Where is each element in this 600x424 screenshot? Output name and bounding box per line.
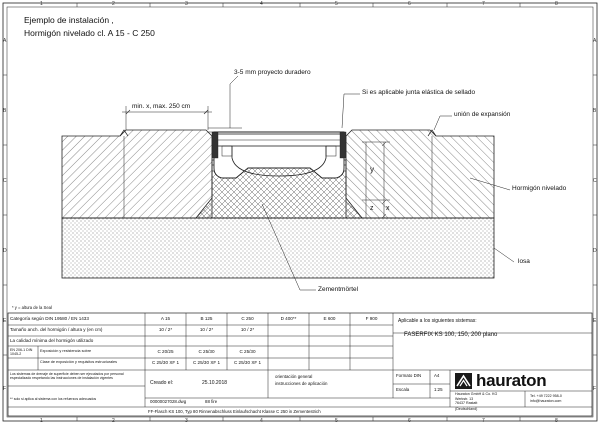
quality-a15: C 20/25 [157, 349, 174, 354]
row-label-exposure: Exposición y resistencia sobre [40, 349, 92, 353]
scale-value: 1:25 [434, 387, 443, 392]
drawing-number: 00000027028.dwg [150, 399, 187, 404]
exposure-c250: C 25/30 XF 1 [233, 360, 262, 365]
class-f900: F 900 [365, 316, 378, 321]
edge-col-6: 6 [408, 1, 411, 7]
edge-row-a: A [3, 38, 7, 44]
edge-col-2: 2 [112, 1, 115, 7]
edge-col-7-bottom: 7 [482, 418, 485, 424]
edge-col-5: 5 [335, 1, 338, 7]
class-e600: E 600 [323, 316, 336, 321]
drawing-title-line1: Ejemplo de instalación , [24, 15, 114, 25]
revision: 88 fire [205, 399, 218, 404]
quality-c250: C 25/30 [239, 349, 256, 354]
installation-note: Los sistemas de drenaje de superficie deben ser ejecutados por personal especializado respetando las instrucciones de instalación vigentes [10, 372, 124, 381]
size-b125: 10 / 2* [199, 327, 214, 332]
label-expansion-joint: unión de expansión [454, 111, 511, 118]
dim-y: y [370, 165, 374, 174]
edge-col-3-bottom: 3 [185, 418, 188, 424]
edge-col-8-bottom: 8 [555, 418, 558, 424]
edge-row-b-right: B [593, 108, 597, 114]
label-max-width: min. x, max. 250 cm [132, 103, 191, 110]
edge-row-c-right: C [593, 178, 597, 184]
exposure-b125: C 25/30 XF 1 [192, 360, 221, 365]
phone: Tel. +49 7222 958-0 [530, 394, 562, 398]
created-date: 25.10.2018 [202, 380, 228, 386]
row-label-exposure-class: Clase de exposición y requisitos estructurales [40, 360, 118, 364]
edge-row-b: B [3, 108, 7, 114]
exposure-a15: C 25/30 XF 1 [151, 360, 180, 365]
edge-col-4-bottom: 4 [260, 418, 263, 424]
label-slab: losa [518, 258, 530, 265]
edge-col-5-bottom: 5 [335, 418, 338, 424]
general-text: instrucciones de aplicación [275, 381, 328, 386]
footer-description: FF-Flasch KS 100, Typ 80 Rinnenabschluss Einlaufschacht Klasse C 250 in Zementestrich [148, 409, 321, 414]
label-cement-mortar: Zementmörtel [318, 286, 359, 293]
address-line3: 76437 Rastatt [455, 401, 478, 405]
dim-z: z [370, 205, 374, 212]
edge-row-d-right: D [593, 248, 597, 254]
edge-row-a-right: A [593, 38, 597, 44]
dim-x: x [386, 205, 390, 212]
edge-row-e: E [3, 318, 7, 324]
edge-col-4: 4 [260, 1, 263, 7]
address-line4: (Deutschland) [455, 407, 478, 411]
email: info@hauraton.com [530, 399, 562, 403]
address-line1: Hauraton GmbH & Co. KG [455, 392, 498, 396]
scale-label: Escala [396, 387, 410, 392]
edge-row-d: D [3, 248, 7, 254]
label-expansion-gap: 3-5 mm proyecto duradero [234, 69, 311, 76]
product-name: FASERFIX KS 100, 150, 200 plano [404, 332, 498, 338]
brand-name: hauraton [476, 371, 547, 390]
edge-col-6-bottom: 6 [408, 418, 411, 424]
label-levelled-concrete: Hormigón nivelado [512, 185, 567, 192]
edge-row-c: C [3, 178, 7, 184]
format-label: Formato DIN [396, 373, 422, 378]
address-line2: Werkstr. 13 [455, 396, 474, 401]
format-value: A4 [434, 373, 440, 378]
footnote-y: * y = altura de la Seal [12, 305, 52, 310]
edge-row-f: F [3, 386, 7, 392]
size-c250: 10 / 2* [240, 327, 255, 332]
quality-b125: C 25/30 [198, 349, 215, 354]
applies-to-label: Aplicable a los siguientes sistemas: [398, 318, 477, 324]
size-a15: 10 / 2* [158, 327, 173, 332]
label-elastic-joint: Si es aplicable junta elástica de sellado [362, 89, 476, 96]
class-b125: B 125 [200, 316, 213, 321]
edge-row-f-right: F [593, 386, 597, 392]
edge-col-2-bottom: 2 [112, 418, 115, 424]
edge-col-7: 7 [482, 1, 485, 7]
edge-col-1: 1 [40, 1, 43, 7]
row-label-category: Categoría según DIN 19580 / EN 1433 [10, 316, 89, 321]
edge-col-1-bottom: 1 [40, 418, 43, 424]
row-label-size: Tamaño anch. del hormigón / altura y (en cm) [10, 327, 103, 332]
class-d400: D 400** [280, 316, 297, 321]
row-code-en206: EN 206-1 DIN 1045-2 [10, 348, 33, 356]
class-a15: A 15 [160, 316, 171, 321]
edge-row-e-right: E [593, 318, 597, 324]
edge-col-8: 8 [555, 1, 558, 7]
row-label-quality: La calidad mínima del hormigón utilizado [10, 338, 94, 343]
class-c250: C 250 [241, 316, 254, 321]
edge-col-3: 3 [185, 1, 188, 7]
general-heading: orientación general [275, 374, 313, 379]
hauraton-logo-icon [455, 373, 472, 389]
created-label: Creado el: [150, 380, 174, 386]
note-bottom: ** solo si aplica al sistema con los refuerzos adecuados [10, 397, 97, 401]
drawing-title-line2: Hormigón nivelado cl. A 15 - C 250 [24, 28, 155, 38]
